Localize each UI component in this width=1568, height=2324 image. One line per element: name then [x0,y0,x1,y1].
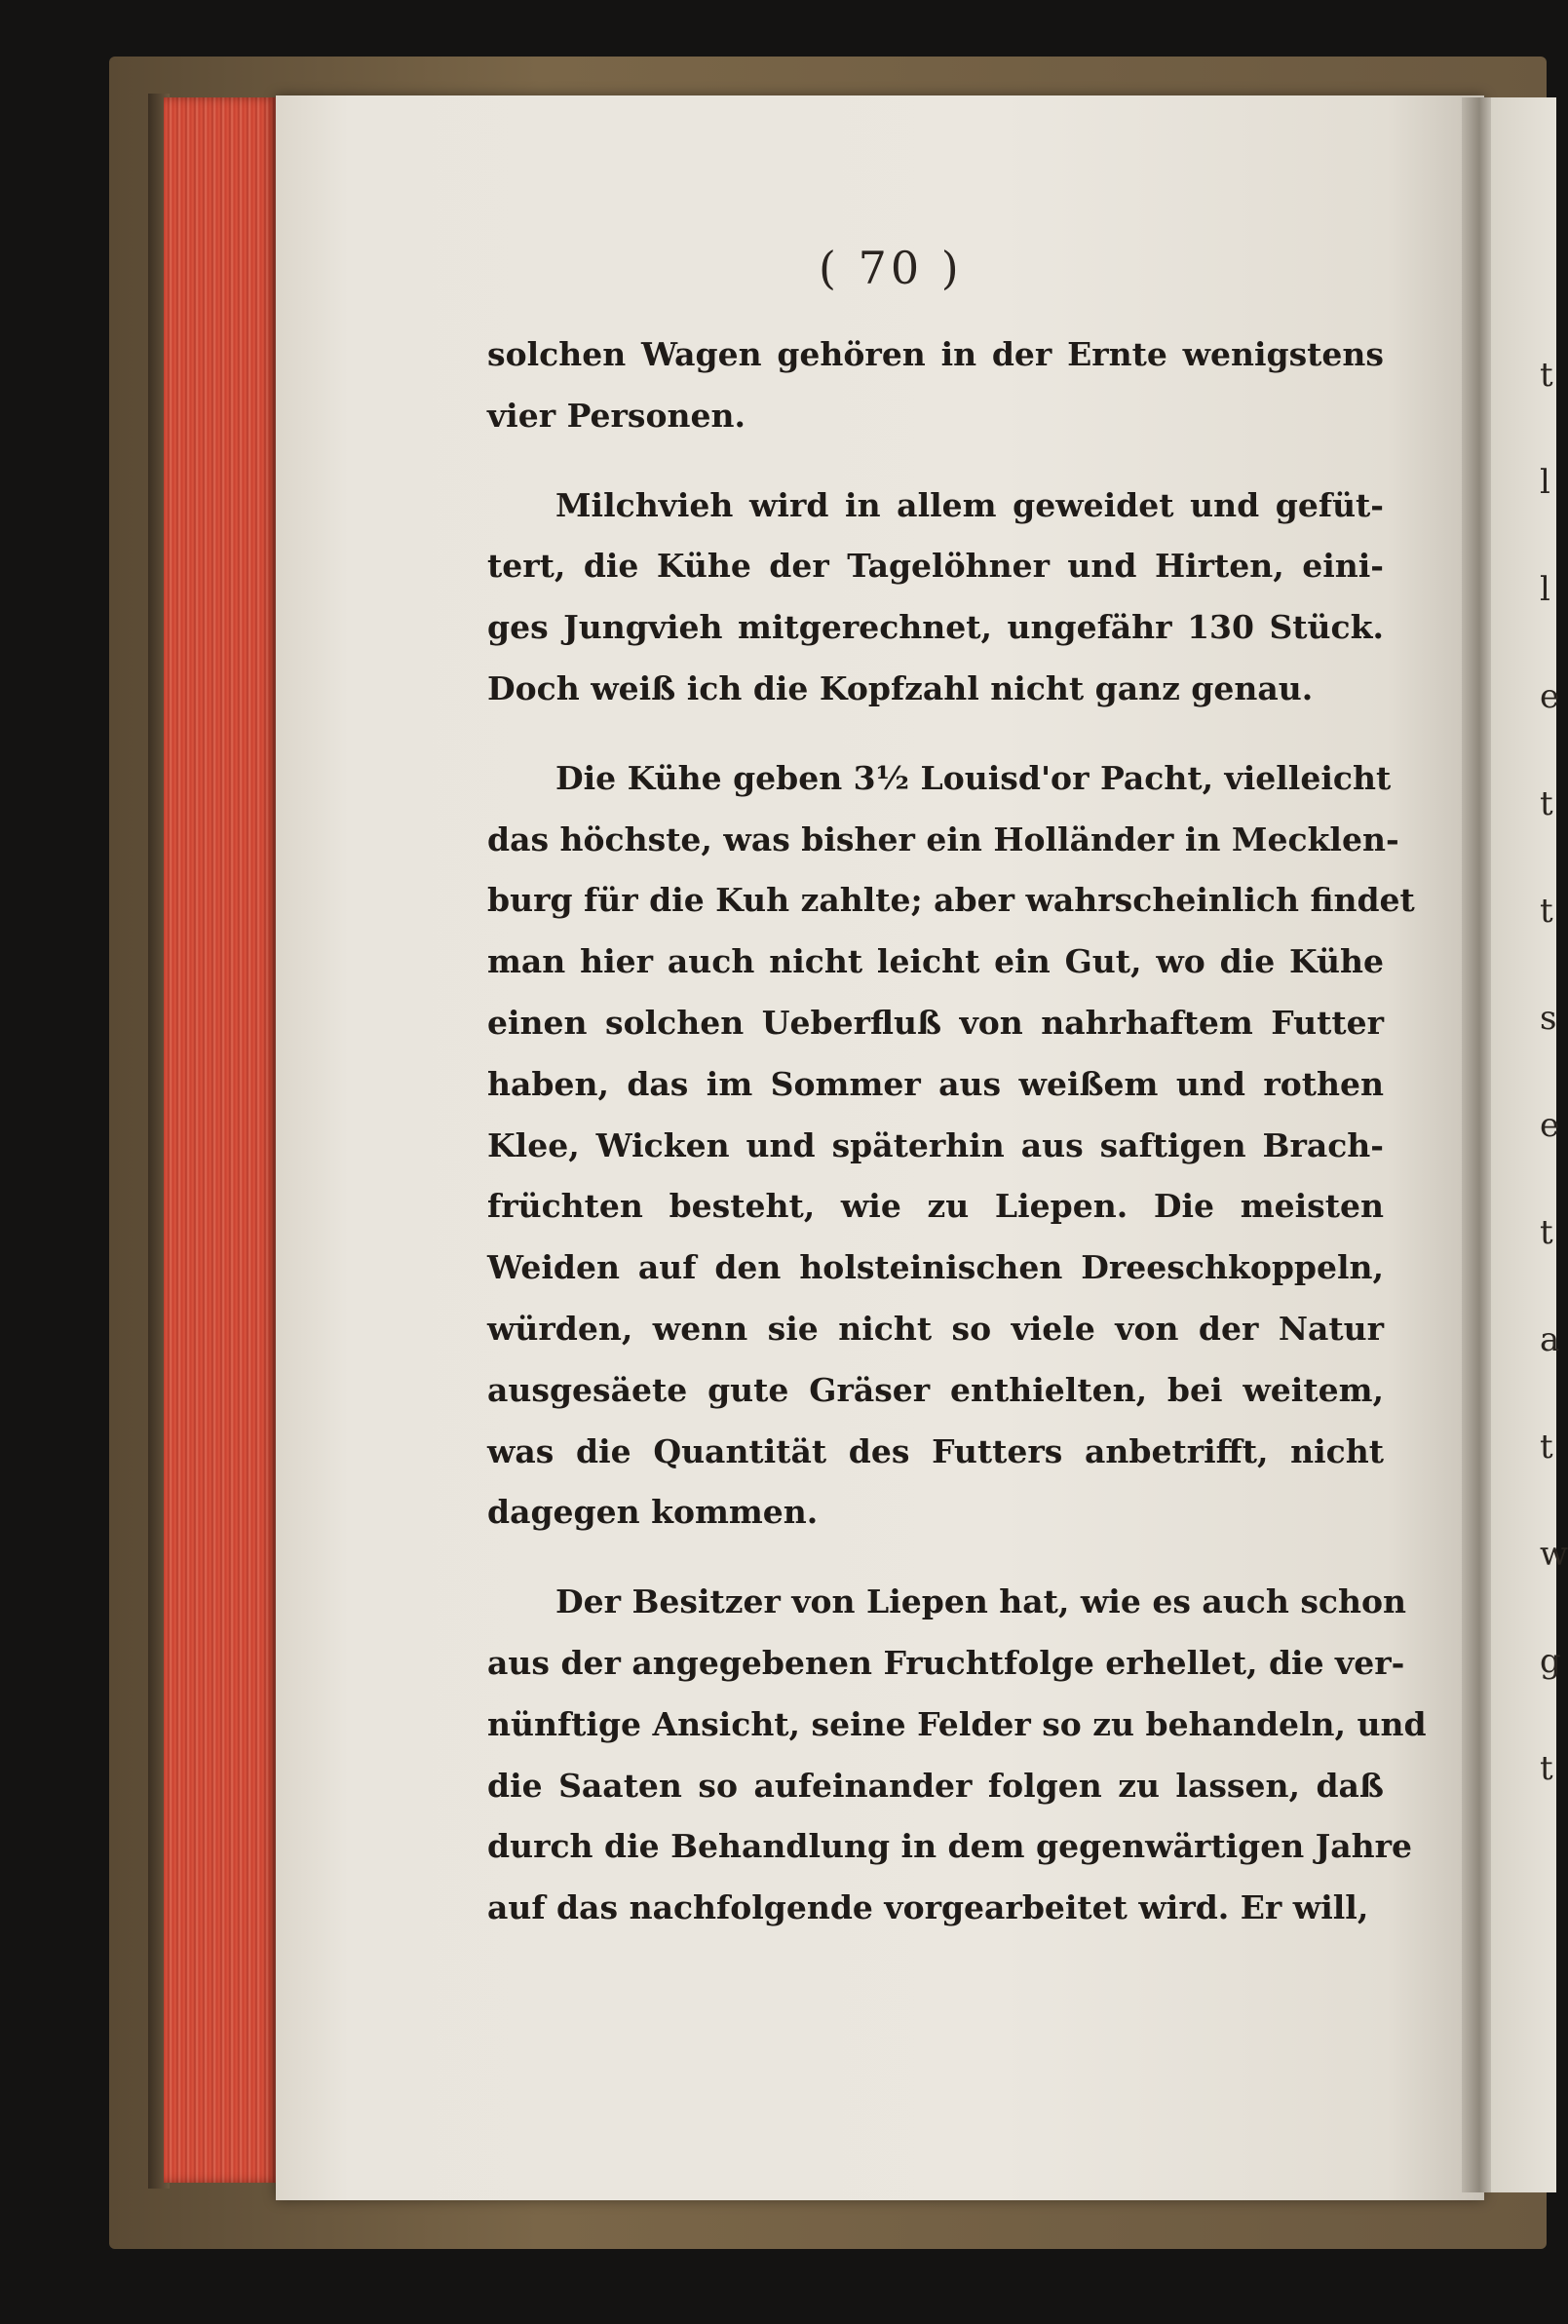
text-line: früchten besteht, wie zu Liepen. Die meisten [487,1187,1384,1226]
text-line: vier Personen. [487,396,746,435]
text-line: Klee, Wicken und späterhin aus saftigen Brach- [487,1125,1384,1164]
facing-page-fragment: t [1540,1749,1553,1788]
text-line: Die Kühe geben 3½ Louisd'or Pacht, vielleicht [555,758,1392,797]
text-line: Weiden auf den holsteinischen Dreeschkoppeln, [487,1248,1384,1287]
text-line: die Saaten so aufeinander folgen zu lassen, daß [487,1766,1384,1805]
text-line: burg für die Kuh zahlte; aber wahrscheinlich findet [487,881,1415,920]
paragraph-gap [487,447,1384,476]
text-line: was die Quantität des Futters anbetrifft, nicht [487,1431,1384,1470]
text-line: einen solchen Ueberfluß von nahrhaftem Futter [487,1003,1384,1042]
paragraph-gap [487,1543,1384,1572]
text-line: man hier auch nicht leicht ein Gut, wo die Kühe [487,942,1384,981]
page-number: ( 70 ) [819,242,963,294]
text-line: Doch weiß ich die Kopfzahl nicht ganz genau. [487,668,1314,707]
facing-page-fragment: t [1540,356,1553,395]
text-line: würden, wenn sie nicht so viele von der Natur [487,1309,1384,1348]
facing-page-fragment: e [1540,677,1560,716]
page-text [487,324,1427,1939]
text-line: nünftige Ansicht, seine Felder so zu behandeln, und [487,1704,1427,1743]
facing-page-fragment: l [1540,570,1550,609]
facing-page-fragment: g [1540,1642,1561,1681]
text-line: auf das nachfolgende vorgearbeitet wird. Er will, [487,1888,1369,1927]
red-page-edges [164,97,279,2183]
text-line: solchen Wagen gehören in der Ernte wenigstens [487,335,1384,373]
facing-page-fragments [1540,322,1568,1881]
text-line: ges Jungvieh mitgerechnet, ungefähr 130 Stück. [487,608,1384,647]
paragraph [487,476,1384,720]
text-line: ausgesäete gute Gräser enthielten, bei weitem, [487,1370,1384,1409]
facing-page-fragment: t [1540,784,1553,823]
text-line: haben, das im Sommer aus weißem und rothen [487,1064,1384,1103]
text-line: Der Besitzer von Liepen hat, wie es auch schon [555,1582,1407,1621]
facing-page-fragment: e [1540,1106,1560,1145]
paragraph-gap [487,720,1384,748]
text-line: durch die Behandlung in dem gegenwärtigen Jahre [487,1827,1413,1866]
facing-page-fragment: s [1540,999,1557,1038]
facing-page-fragment: w [1540,1535,1568,1574]
text-line: Milchvieh wird in allem geweidet und gefüt- [555,485,1384,524]
paragraph [487,1572,1427,1939]
facing-page-fragment: t [1540,892,1553,931]
facing-page-fragment: t [1540,1213,1553,1252]
facing-page-fragment: a [1540,1320,1560,1359]
text-line: aus der angegebenen Fruchtfolge erhellet, die ver- [487,1643,1405,1682]
facing-page-fragment: l [1540,463,1550,502]
paragraph [487,324,1384,447]
text-line: das höchste, was bisher ein Holländer in Mecklen- [487,819,1399,858]
text-line: dagegen kommen. [487,1493,819,1532]
text-line: tert, die Kühe der Tagelöhner und Hirten, eini- [487,547,1384,586]
facing-page-fragment: t [1540,1428,1553,1467]
paragraph [487,748,1415,1543]
